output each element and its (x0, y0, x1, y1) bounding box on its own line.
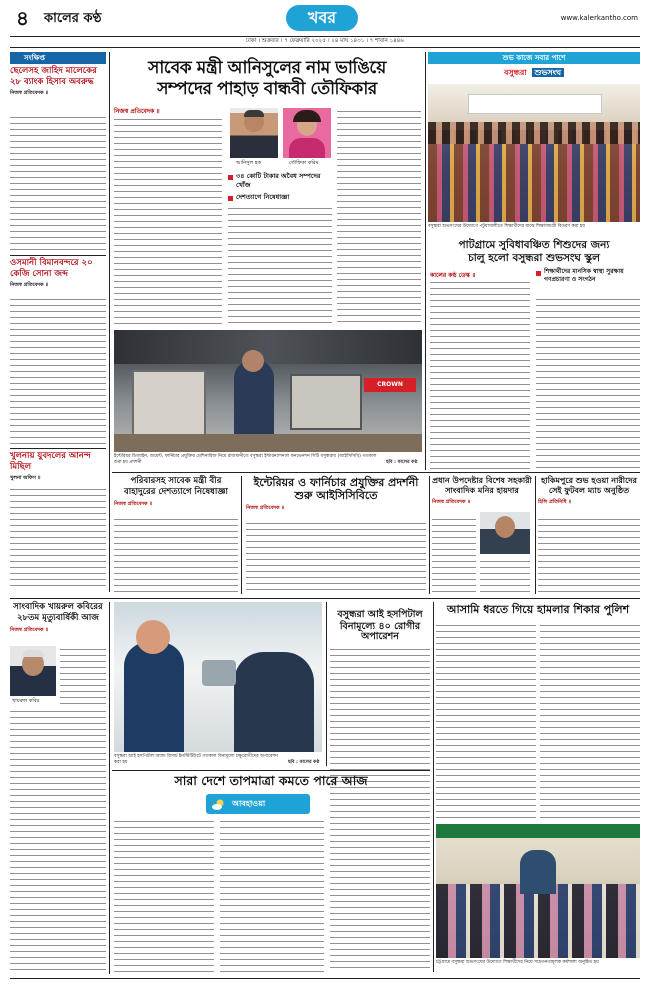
portrait-khairul (10, 646, 56, 696)
shuvosongho-banner (428, 52, 640, 64)
patgram-pullquote (536, 268, 640, 284)
shuvosongho-banner-text: শুভ কাজে সবার পাশে (502, 54, 566, 62)
sidebar-item-title: খুলনায় যুবদলের আনন্দ মিছিল (10, 451, 91, 472)
lead-fact-2 (228, 193, 332, 202)
dateline: ঢাকা । শুক্রবার । ৭ ফেব্রুয়ারি ২০২৫ । ২৪ মাঘ ১৪৩১ । ৭ শাবান ১৪৪৬ (246, 38, 404, 44)
patgram-byline: কালের কণ্ঠ ডেস্ক ॥ (430, 272, 476, 279)
lead-headline (112, 60, 422, 99)
row2-item-2-title: ইন্টেরিয়র ও ফার্নিচার প্রযুক্তির প্রদর্শনী শুরু আইসিসিবিতে (253, 476, 419, 502)
shuvosongho-photo (428, 84, 640, 222)
classroom-photo (436, 824, 640, 958)
hospital-photo-caption: বসুন্ধরা আই হসপিটাল অ্যান্ড রিসার্চ ইনস্টিটিউটে গতকাল বিনামূল্যে চক্ষুরোগীদের অপারেশন করা হয় (114, 754, 278, 765)
portrait-caption-anisul: আনিসুল হক (236, 160, 261, 166)
lead-fact-1 (228, 172, 332, 190)
portrait-monir (480, 512, 530, 554)
police-headline (436, 604, 640, 616)
exhibition-photo-credit: ছবি : কালের কণ্ঠ (386, 460, 418, 465)
section-title-badge (286, 5, 358, 31)
logo-brand: বসুন্ধরা (503, 68, 527, 77)
bullet-icon (228, 196, 233, 201)
sidebar-item-byline: নিজস্ব প্রতিবেদক ॥ (10, 282, 49, 288)
patgram-pullquote-text: শিক্ষার্থীদের মানসিক স্বাস্থ্য সুরক্ষায় গণপ্রচারণা ও সংগঠন (544, 268, 624, 283)
lead-fact-text: ৩৪ কোটি টাকার অবৈধ সম্পদের খোঁজ (236, 172, 321, 189)
row2-item-1 (114, 476, 238, 509)
sidebar-item-3 (10, 451, 106, 483)
logo-sub: শুভসংঘ (532, 68, 565, 77)
sidebar-item-2 (10, 258, 106, 290)
row2-item-2 (246, 476, 426, 513)
weather-headline (112, 774, 430, 787)
portrait-toufika (283, 108, 331, 158)
hospital-headline-line2: বিনামূল্যে ৪০ রোগীর অপারেশন (339, 620, 421, 642)
patgram-headline-line2: চালু হলো বসুন্ধরা শুভসংঘ স্কুল (468, 252, 600, 265)
bullet-icon (536, 271, 541, 276)
masthead (0, 0, 650, 56)
row2-item-4 (538, 476, 640, 507)
portrait-caption-toufika: তৌফিকা করিম (289, 160, 319, 166)
row2-item-1-byline: নিজস্ব প্রতিবেদক ॥ (114, 501, 153, 507)
portrait-caption-khairul: খায়রুল কবির (12, 698, 40, 704)
patgram-headline-line1: পাটগ্রামে সুবিধাবঞ্চিত শিশুদের জন্য (458, 239, 610, 251)
sidebar-item-byline: নিজস্ব প্রতিবেদক ॥ (10, 90, 49, 96)
sidebar-item-title: ওসমানী বিমানবন্দরে ২০ কেজি সোনা জব্দ (10, 258, 93, 279)
patgram-headline (428, 240, 640, 264)
shuvosongho-logo (480, 67, 588, 80)
obituary-byline: নিজস্ব প্রতিবেদক ॥ (10, 627, 49, 633)
classroom-photo-caption: চট্টগ্রামে বসুন্ধরা শুভসংঘের উদ্যোগে শিক্ষার্থীদের নিয়ে সচেতনতামূলক কর্মশালা অনুষ্ঠিত হয় (436, 960, 599, 965)
row2-item-1-title: পরিবারসহ সাবেক মন্ত্রী বীর বাহাদুরের দেশত্যাগে নিষেধাজ্ঞা (124, 476, 228, 497)
paper-name: কালের কণ্ঠ (44, 11, 102, 26)
lead-headline-line1: সাবেক মন্ত্রী আনিসুলের নাম ভাঙিয়ে (148, 58, 386, 78)
hospital-photo (114, 602, 322, 752)
row2-item-2-byline: নিজস্ব প্রতিবেদক ॥ (246, 505, 285, 511)
sidebar-item-title: ছেলেসহ জাহিদ মালেকের ২৮ ব্যাংক হিসাব অবরুদ্ধ (10, 66, 97, 87)
lead-fact-text: দেশত্যাগে নিষেধাজ্ঞা (236, 193, 290, 201)
exhibition-photo-caption: ইন্টেরিয়র ডিজাইন, জয়েন্ট, ফার্নিচার প্রযুক্তির মেশিনারিজ নিয়ে রাজধানীতে বসুন্ধরা ইন্টারন্যাশনাল কনভেনশন সিটি বসুন্ধরায় (আইসিসিবি) গতকাল শুরু হয় প্রদর্শনী (114, 454, 377, 465)
sidebar-item-1 (10, 66, 106, 98)
sidebar-item-byline: খুলনা অফিস ॥ (10, 475, 41, 481)
row2-item-3-title: প্রধান উপদেষ্টার বিশেষ সহকারী সাংবাদিক মনির হায়দার (432, 476, 532, 495)
weather-headline-text: সারা দেশে তাপমাত্রা কমতে পারে আজ (174, 773, 368, 788)
page-number: ৪ (16, 6, 29, 30)
sidebar-brief-label (10, 52, 106, 64)
police-headline-text: আসামি ধরতে গিয়ে হামলার শিকার পুলিশ (446, 603, 630, 616)
portrait-anisul (230, 108, 278, 158)
lead-byline: নিজস্ব প্রতিবেদক ॥ (114, 108, 160, 115)
lead-fact-box (228, 172, 332, 202)
hospital-photo-credit: ছবি : কালের কণ্ঠ (288, 760, 320, 765)
row2-item-4-byline: হিলি প্রতিনিধি ॥ (538, 499, 572, 505)
lead-headline-line2: সম্পদের পাহাড় বান্ধবী তৌফিকার (157, 78, 377, 99)
obituary-item (10, 602, 106, 635)
bullet-icon (228, 175, 233, 180)
hospital-headline-line1: বসুন্ধরা আই হসপিটাল (337, 609, 423, 620)
weather-cloud-icon (211, 797, 225, 811)
hospital-headline (330, 610, 430, 642)
weather-badge (206, 794, 310, 814)
shuvosongho-photo-caption: বসুন্ধরা শুভসংঘের উদ্যোগে পটুয়াখালীতে শিক্ষার্থীদের মাঝে শিক্ষাসামগ্রী বিতরণ করা হয় (428, 224, 585, 229)
website-link[interactable]: www.kalerkantho.com (560, 14, 638, 22)
sidebar-brief-label-text: সংক্ষিপ্ত (24, 54, 46, 62)
section-title: খবর (307, 8, 337, 27)
row2-item-3-byline: নিজস্ব প্রতিবেদক ॥ (432, 499, 471, 505)
exhibition-photo: CROWN (114, 330, 422, 452)
row2-item-3 (432, 476, 532, 507)
obituary-title: সাংবাদিক খায়রুল কবিরের ২৮তম মৃত্যুবার্ষিকী আজ (13, 602, 103, 623)
row2-item-4-title: হাকিমপুরে শুভ হওয়া নারীদের সেই ফুটবল ম্যাচ অনুষ্ঠিত (541, 476, 637, 495)
weather-label: আবহাওয়া (232, 799, 266, 808)
